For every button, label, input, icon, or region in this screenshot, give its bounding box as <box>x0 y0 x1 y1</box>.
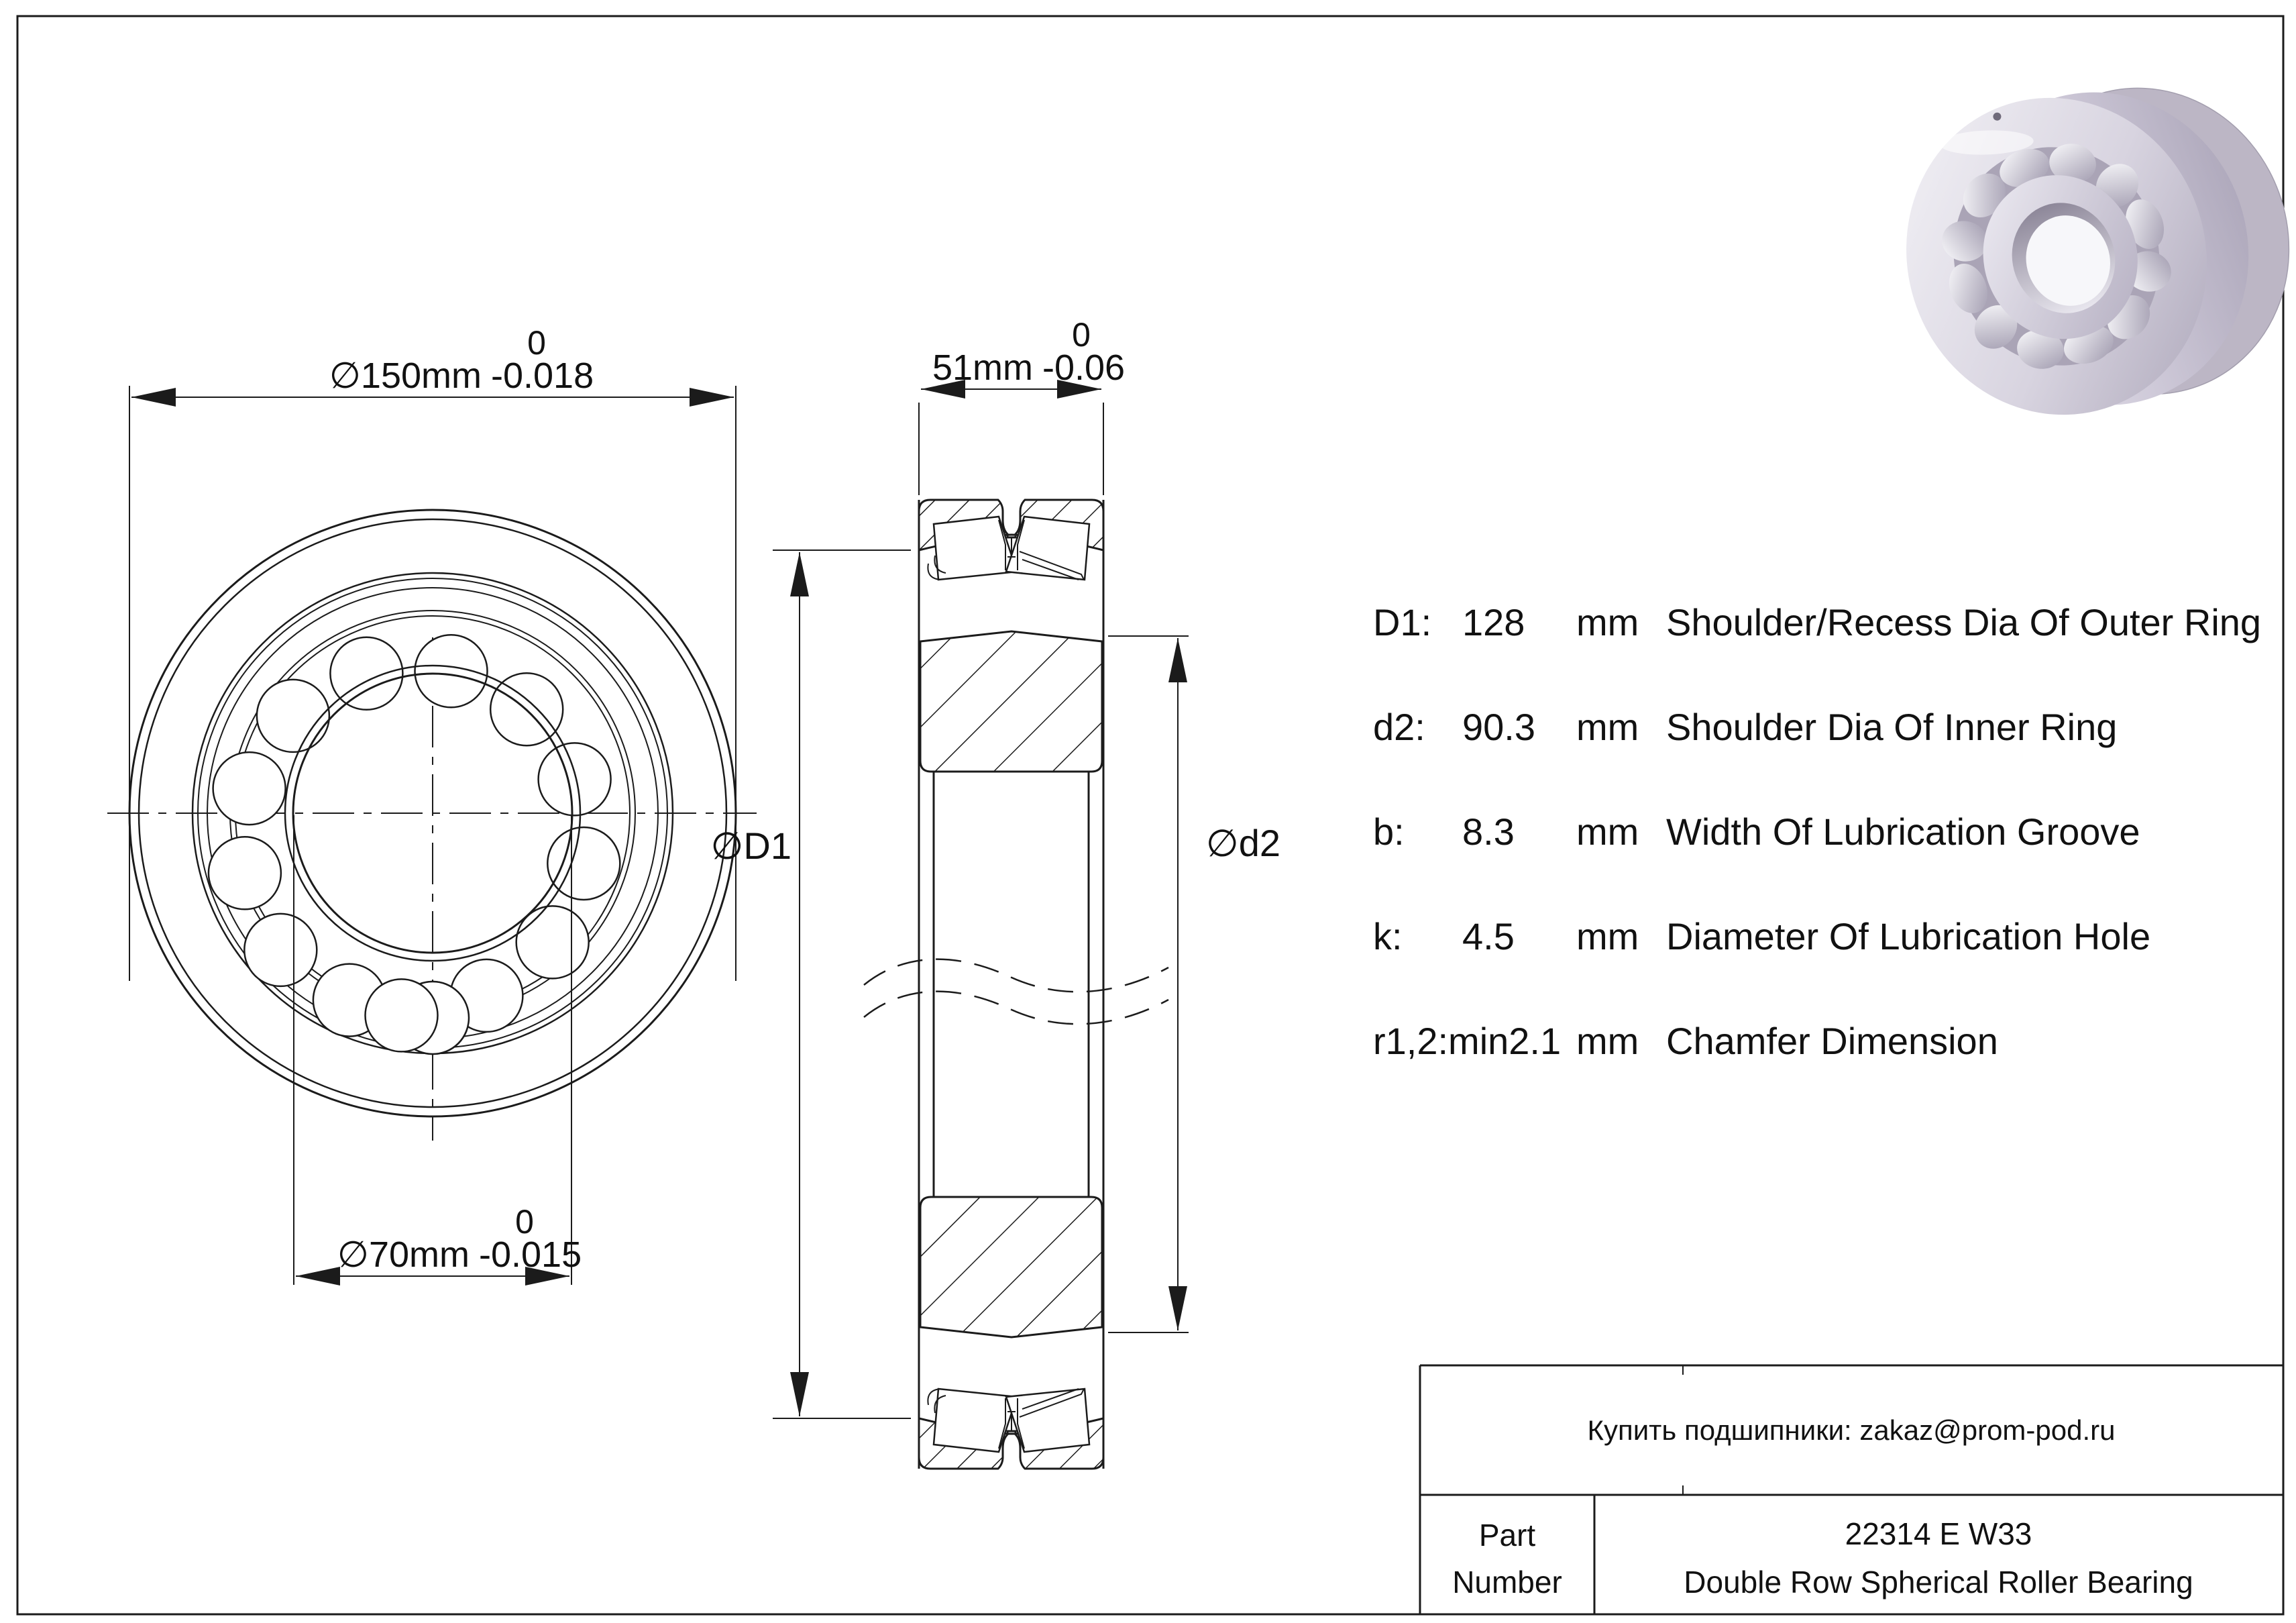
spec-desc: Diameter Of Lubrication Hole <box>1666 915 2151 957</box>
outer-dia-tol: -0.018 <box>491 356 594 396</box>
part-type: Double Row Spherical Roller Bearing <box>1684 1565 2193 1600</box>
spec-value: 90.3 <box>1462 706 1535 748</box>
spec-desc: Shoulder/Recess Dia Of Outer Ring <box>1666 601 2262 643</box>
width-tol-top: 0 <box>1072 316 1091 354</box>
bore-dia-text: ∅70mm <box>337 1235 470 1275</box>
spec-param: k: <box>1373 915 1403 957</box>
spec-param: b: <box>1373 810 1405 853</box>
spec-value: 4.5 <box>1462 915 1515 957</box>
spec-value: 8.3 <box>1462 810 1515 853</box>
spec-param: d2: <box>1373 706 1425 748</box>
d2-label: ∅d2 <box>1206 822 1281 864</box>
width-dimension <box>919 316 1125 495</box>
bearing-3d-render <box>1862 28 2296 468</box>
part-label-line2: Number <box>1452 1565 1562 1600</box>
d2-dimension <box>1108 636 1280 1332</box>
spec-unit: mm <box>1576 915 1639 957</box>
spec-desc: Chamfer Dimension <box>1666 1020 1998 1062</box>
d1-dimension <box>711 550 911 1418</box>
section-view <box>864 500 1168 1469</box>
spec-desc: Shoulder Dia Of Inner Ring <box>1666 706 2118 748</box>
front-view <box>107 510 757 1141</box>
spec-param: r1,2:min2.1 <box>1373 1020 1562 1062</box>
inner-ring-top-section <box>920 631 1102 772</box>
d1-label: ∅D1 <box>710 825 791 867</box>
spec-desc: Width Of Lubrication Groove <box>1666 810 2140 853</box>
inner-ring-bottom-section <box>920 1197 1102 1337</box>
part-label-line1: Part <box>1478 1518 1536 1553</box>
spec-unit: mm <box>1576 810 1639 853</box>
spec-unit: mm <box>1576 601 1639 643</box>
title-block <box>1420 1365 2283 1614</box>
bore-dia-tol-top: 0 <box>515 1203 534 1241</box>
spec-table <box>1373 601 2261 1062</box>
outer-dia-tol-top: 0 <box>527 324 546 362</box>
contact-text: Купить подшипники: zakaz@prom-pod.ru <box>1587 1414 2116 1446</box>
spec-unit: mm <box>1576 1020 1639 1062</box>
outer-dia-text: ∅150mm <box>329 356 482 396</box>
width-text: 51mm <box>932 348 1033 388</box>
bore-dia-tol: -0.015 <box>479 1235 582 1275</box>
width-tol: -0.06 <box>1042 348 1126 388</box>
break-line <box>864 959 1168 992</box>
break-line <box>864 992 1168 1025</box>
spec-value: 128 <box>1462 601 1525 643</box>
spec-param: D1: <box>1373 601 1432 643</box>
part-number: 22314 E W33 <box>1845 1516 2032 1551</box>
spec-unit: mm <box>1576 706 1639 748</box>
